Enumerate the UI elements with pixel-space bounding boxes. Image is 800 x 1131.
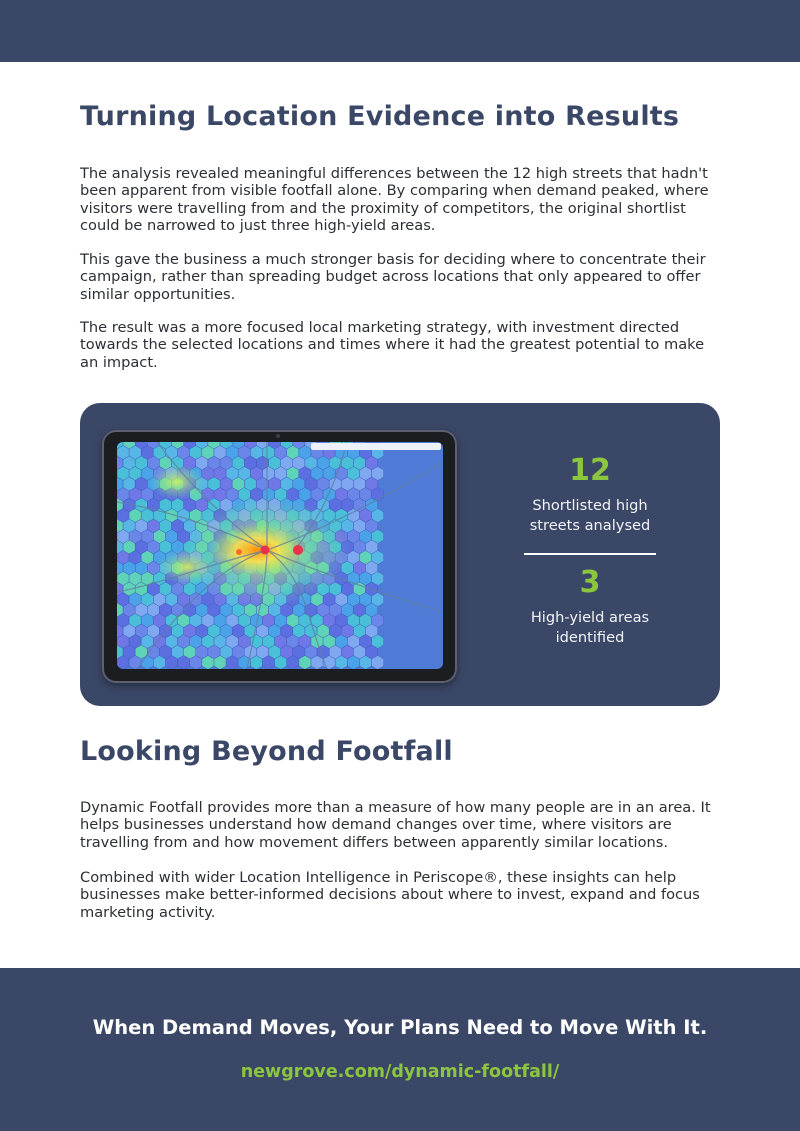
top-header-bar: [0, 0, 800, 62]
section-title-beyond-footfall: Looking Beyond Footfall: [80, 736, 453, 767]
section-title-results: Turning Location Evidence into Results: [80, 101, 680, 132]
map-toolbar[interactable]: [311, 443, 441, 450]
footer-website-link[interactable]: newgrove.com/dynamic-footfall/: [240, 1062, 560, 1082]
results-paragraph-1: The analysis revealed meaningful differences between the 12 high streets that hadn't been apparent from visible footfall alone. By comparing when demand peaked, where visitors were travelling from and the proximity of competitors, the original shortlist could be narrowed to just three high-yield areas.: [80, 165, 709, 234]
stat-high-yield-label: High-yield areas identified: [530, 609, 650, 646]
results-paragraph-3: The result was a more focused local marketing strategy, with investment directed towards the selected locations and times where it had the greatest potential to make an impact.: [80, 319, 705, 371]
footer-banner: [0, 968, 800, 1131]
tablet-camera: [276, 434, 280, 438]
stat-divider: [524, 553, 656, 555]
results-paragraph-2: This gave the business a much stronger basis for deciding where to concentrate their campaign, rather than spreading budget across locations that only appeared to offer similar opportunities.: [80, 251, 706, 303]
beyond-paragraph-1: Dynamic Footfall provides more than a measure of how many people are in an area. It helps businesses understand how demand changes over time, where visitors are travelling from and how movement differs between apparently similar locations.: [80, 799, 711, 851]
footfall-heatmap-image: [117, 442, 443, 669]
stat-shortlisted-label: Shortlisted high streets analysed: [529, 497, 651, 534]
stat-shortlisted-value: 12: [569, 453, 611, 488]
beyond-paragraph-2: Combined with wider Location Intelligence in Periscope®, these insights can help businesses make better-informed decisions about where to invest, expand and focus marketing activity.: [80, 869, 700, 921]
footer-headline: When Demand Moves, Your Plans Need to Move With It.: [92, 1016, 708, 1039]
stat-high-yield-value: 3: [579, 565, 601, 600]
